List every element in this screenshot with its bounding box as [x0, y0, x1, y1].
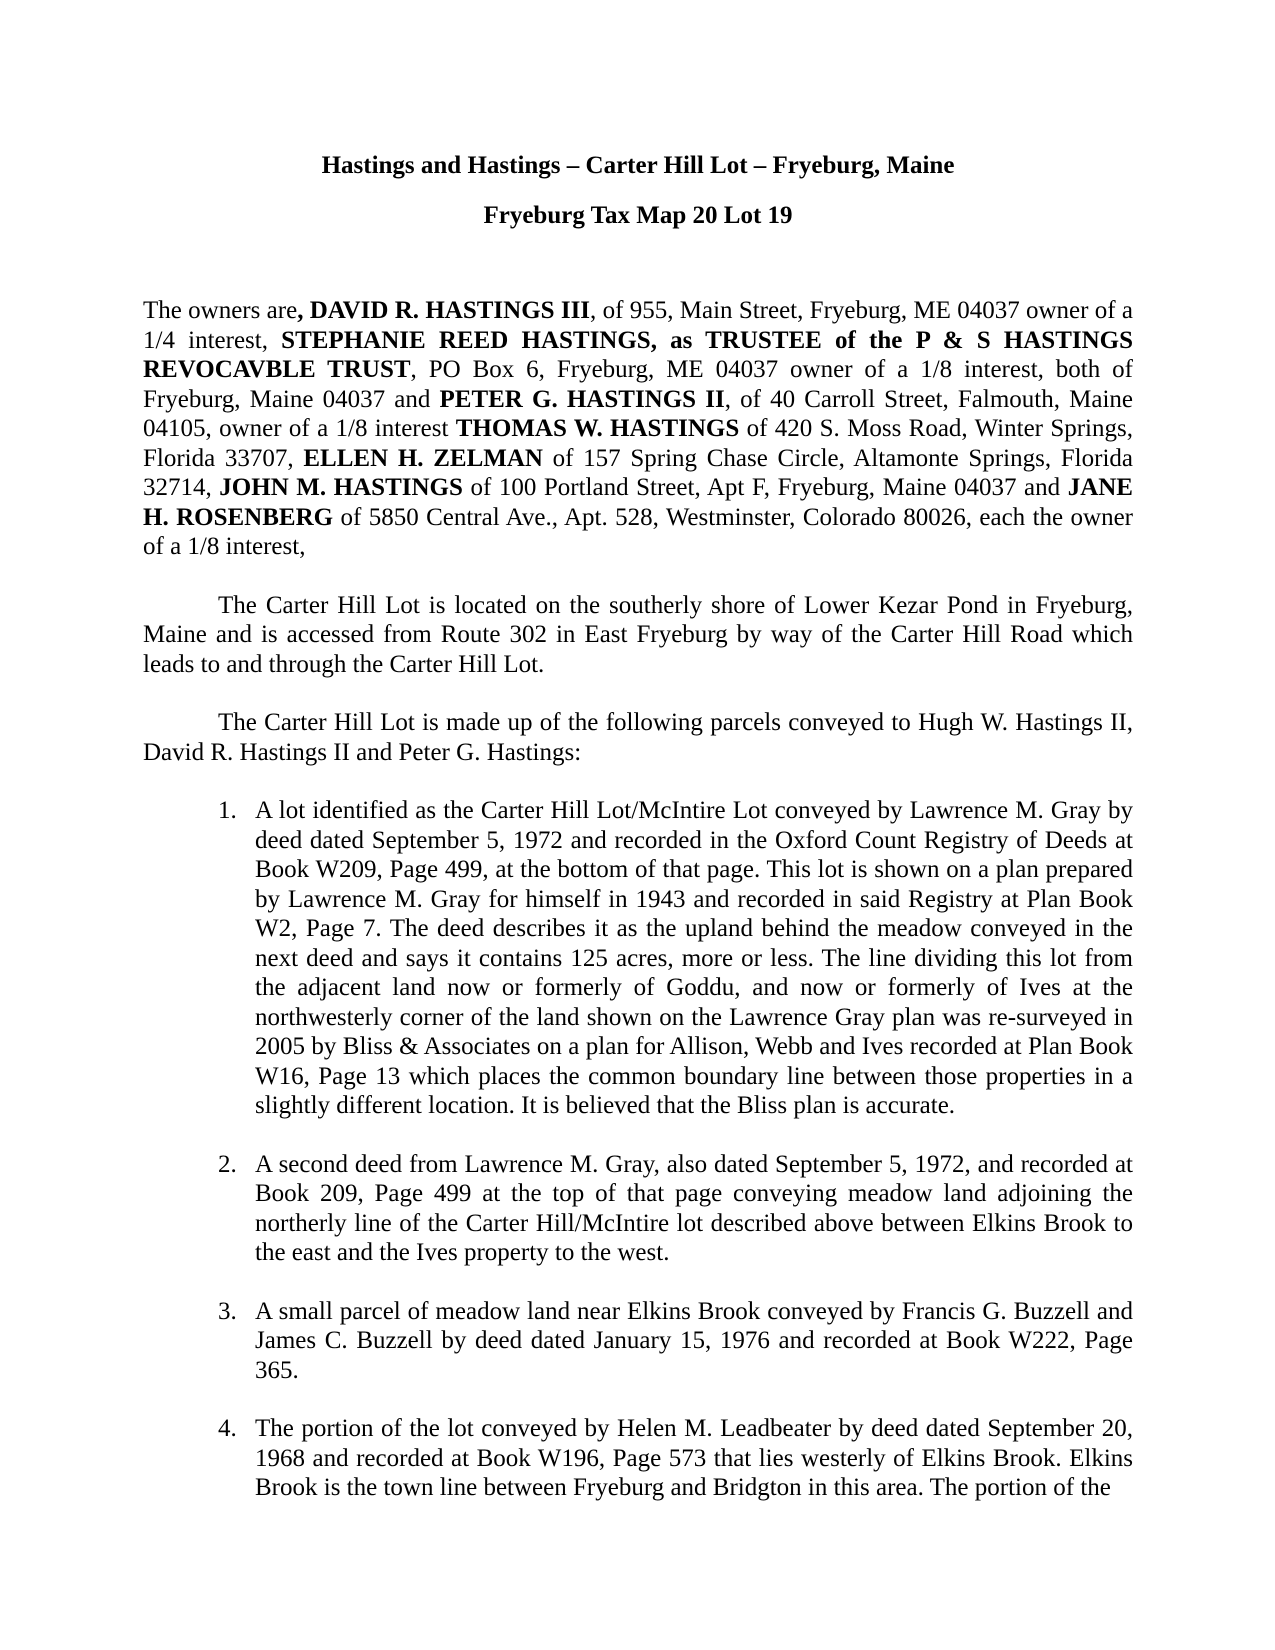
location-paragraph: The Carter Hill Lot is located on the southerly shore of Lower Kezar Pond in Fryeburg, Maine and is accessed from Route 302 in East Fryeburg by way of the Carter Hill Road which leads to and through the Carter Hill Lot.	[143, 591, 1133, 678]
parcel-item-2: A second deed from Lawrence M. Gray, also dated September 5, 1972, and recorded at Book 209, Page 499 at the top of that page conveying meadow land adjoining the northerly line of the Carter Hill/McIntire lot described above between Elkins Brook to the east and the Ives property to the west.	[255, 1150, 1133, 1266]
parcels-intro-paragraph: The Carter Hill Lot is made up of the following parcels conveyed to Hugh W. Hastings II, David R. Hastings II and Peter G. Hastings:	[143, 709, 1133, 766]
parcel-item-4: The portion of the lot conveyed by Helen M. Leadbeater by deed dated September 20, 1968 and recorded at Book W196, Page 573 that lies westerly of Elkins Brook. Elkins Brook is the town line between Fryeburg and Bridgton in this area. The portion of the	[255, 1415, 1133, 1501]
parcel-item-3: A small parcel of meadow land near Elkins Brook conveyed by Francis G. Buzzell and James C. Buzzell by deed dated January 15, 1976 and recorded at Book W222, Page 365.	[255, 1297, 1133, 1384]
document-title: Hastings and Hastings – Carter Hill Lot – Fryeburg, Maine	[321, 152, 955, 179]
document-subtitle: Fryeburg Tax Map 20 Lot 19	[483, 201, 793, 229]
owners-paragraph: The owners are, DAVID R. HASTINGS III, of 955, Main Street, Fryeburg, ME 04037 owner of a 1/4 interest, STEPHANIE REED HASTINGS, as TRUSTEE of the P & S HASTINGS REVOCAVBLE TRUST, PO Box 6, Fryeburg, ME 04037 owner of a 1/8 interest, both of Fryeburg, Maine 04037 and PETER G. HASTINGS II, of 40 Carroll Street, Falmouth, Maine 04105, owner of a 1/8 interest THOMAS W. HASTINGS of 420 S. Moss Road, Winter Springs, Florida 33707, ELLEN H. ZELMAN of 157 Spring Chase Circle, Altamonte Springs, Florida 32714, JOHN M. HASTINGS of 100 Portland Street, Apt F, Fryeburg, Maine 04037 and JANE H. ROSENBERG of 5850 Central Ave., Apt. 528, Westminster, Colorado 80026, each the owner of a 1/8 interest,	[143, 297, 1134, 560]
parcel-item-1: A lot identified as the Carter Hill Lot/McIntire Lot conveyed by Lawrence M. Gray by deed dated September 5, 1972 and recorded in the Oxford Count Registry of Deeds at Book W209, Page 499, at the bottom of that page. This lot is shown on a plan prepared by Lawrence M. Gray for himself in 1943 and recorded in said Registry at Plan Book W2, Page 7. The deed describes it as the upland behind the meadow conveyed in the next deed and says it contains 125 acres, more or less. The line dividing this lot from the adjacent land now or formerly of Goddu, and now or formerly of Ives at the northwesterly corner of the land shown on the Lawrence Gray plan was re-surveyed in 2005 by Bliss & Associates on a plan for Allison, Webb and Ives recorded at Plan Book W16, Page 13 which places the common boundary line between those properties in a slightly different location. It is believed that the Bliss plan is accurate.	[255, 797, 1133, 1119]
parcel-list	[143, 796, 1133, 1503]
